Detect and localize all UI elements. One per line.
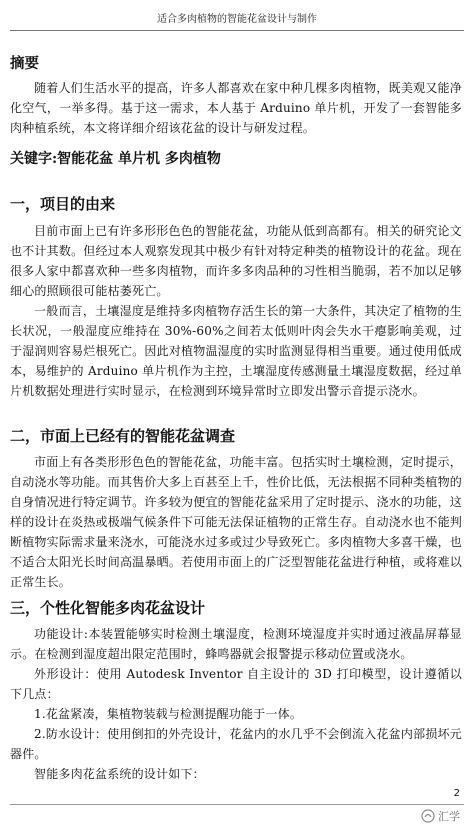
watermark-logo-icon [421, 809, 435, 823]
origin-paragraph-1: 目前市面上已有许多形形色色的智能花盆，功能从低到高都有。相关的研究论文也不计其数。但经过本人观察发现其中极少有针对特定种类的植物设计的花盆。现在很多人家中都喜欢种一些多肉植物，而许多多肉品种的习性相当脆弱，若不加以足够细心的照顾很可能枯萎死亡。 [10, 224, 462, 298]
watermark [421, 808, 460, 824]
section-heading-design: 三，个性化智能多肉花盆设计 [10, 599, 206, 617]
abstract-section [10, 78, 462, 138]
abstract-text: 随着人们生活水平的提高，许多人都喜欢在家中种几棵多肉植物，既美观又能净化空气，一举多得。基于这一需求，本人基于 Arduino 单片机，开发了一套智能多肉种植系统，本文将详细介绍该花盆的设计与研发过程。 [10, 81, 462, 135]
design-shape-paragraph: 外形设计：使用 Autodesk Inventor 自主设计的 3D 打印模型，设计遵循以下几点： [10, 667, 462, 701]
watermark-text: 汇学 [438, 810, 460, 823]
section-market-body [10, 452, 462, 592]
origin-paragraph-2: 一般而言，土壤湿度是维持多肉植物存活生长的第一大条件，其决定了植物的生长状况，一般湿度应维持在 30%-60%之间若太低则叶肉会失水干瘪影响美观，过于湿润则容易烂根死亡。因此对植物温湿度的实时监测显得相当重要。通过使用低成本，易维护的 Arduino 单片机作为主控，土壤湿度传感测量土壤湿度数据，经过单片机数据处理进行实时显示，在检测到环境异常时立即发出警示音提示浇水。 [10, 304, 462, 398]
design-list-item-1: 1.花盆紧凑，集植物装载与检测提醒功能于一体。 [34, 707, 303, 721]
running-header: 适合多肉植物的智能花盆设计与制作 [157, 14, 317, 25]
section-heading-market: 二，市面上已经有的智能花盆调查 [10, 427, 236, 445]
abstract-heading: 摘要 [10, 55, 39, 72]
section-origin-body [10, 221, 462, 401]
design-function-paragraph: 功能设计:本装置能够实时检测土壤湿度，检测环境湿度并实时通过液晶屏幕显示。在检测到湿度超出限定范围时，蜂鸣器就会报警提示移动位置或浇水。 [10, 627, 462, 661]
header-divider [10, 30, 464, 31]
section-heading-origin: 一，项目的由来 [10, 195, 116, 213]
market-paragraph: 市面上有各类形形色色的智能花盆，功能丰富。包括实时土壤检测，定时提示，自动浇水等功能。而其售价大多上百甚至上千，性价比低，无法根据不同种类植物的自身情况进行特定调节。许多较为便宜的智能花盆采用了定时提示、浇水的功能，这样的设计在炎热或极端气候条件下可能无法保证植物的正常生存。自动浇水也不能判断植物实际需求量来浇水，可能浇水过多或过少导致死亡。多肉植物大多喜干燥，也不适合太阳光长时间高温暴晒。若使用市面上的广泛型智能花盆进行种植，或将难以正常生长。 [10, 455, 462, 589]
keywords-line: 关键字:智能花盆 单片机 多肉植物 [10, 151, 221, 167]
page-number: 2 [453, 788, 460, 799]
footer-divider [10, 804, 464, 805]
section-design-body [10, 624, 462, 784]
design-system-paragraph: 智能多肉花盆系统的设计如下： [34, 767, 205, 781]
design-list-item-2: 2.防水设计：使用倒扣的外壳设计，花盆内的水几乎不会倒流入花盆内部损坏元器件。 [10, 727, 462, 761]
